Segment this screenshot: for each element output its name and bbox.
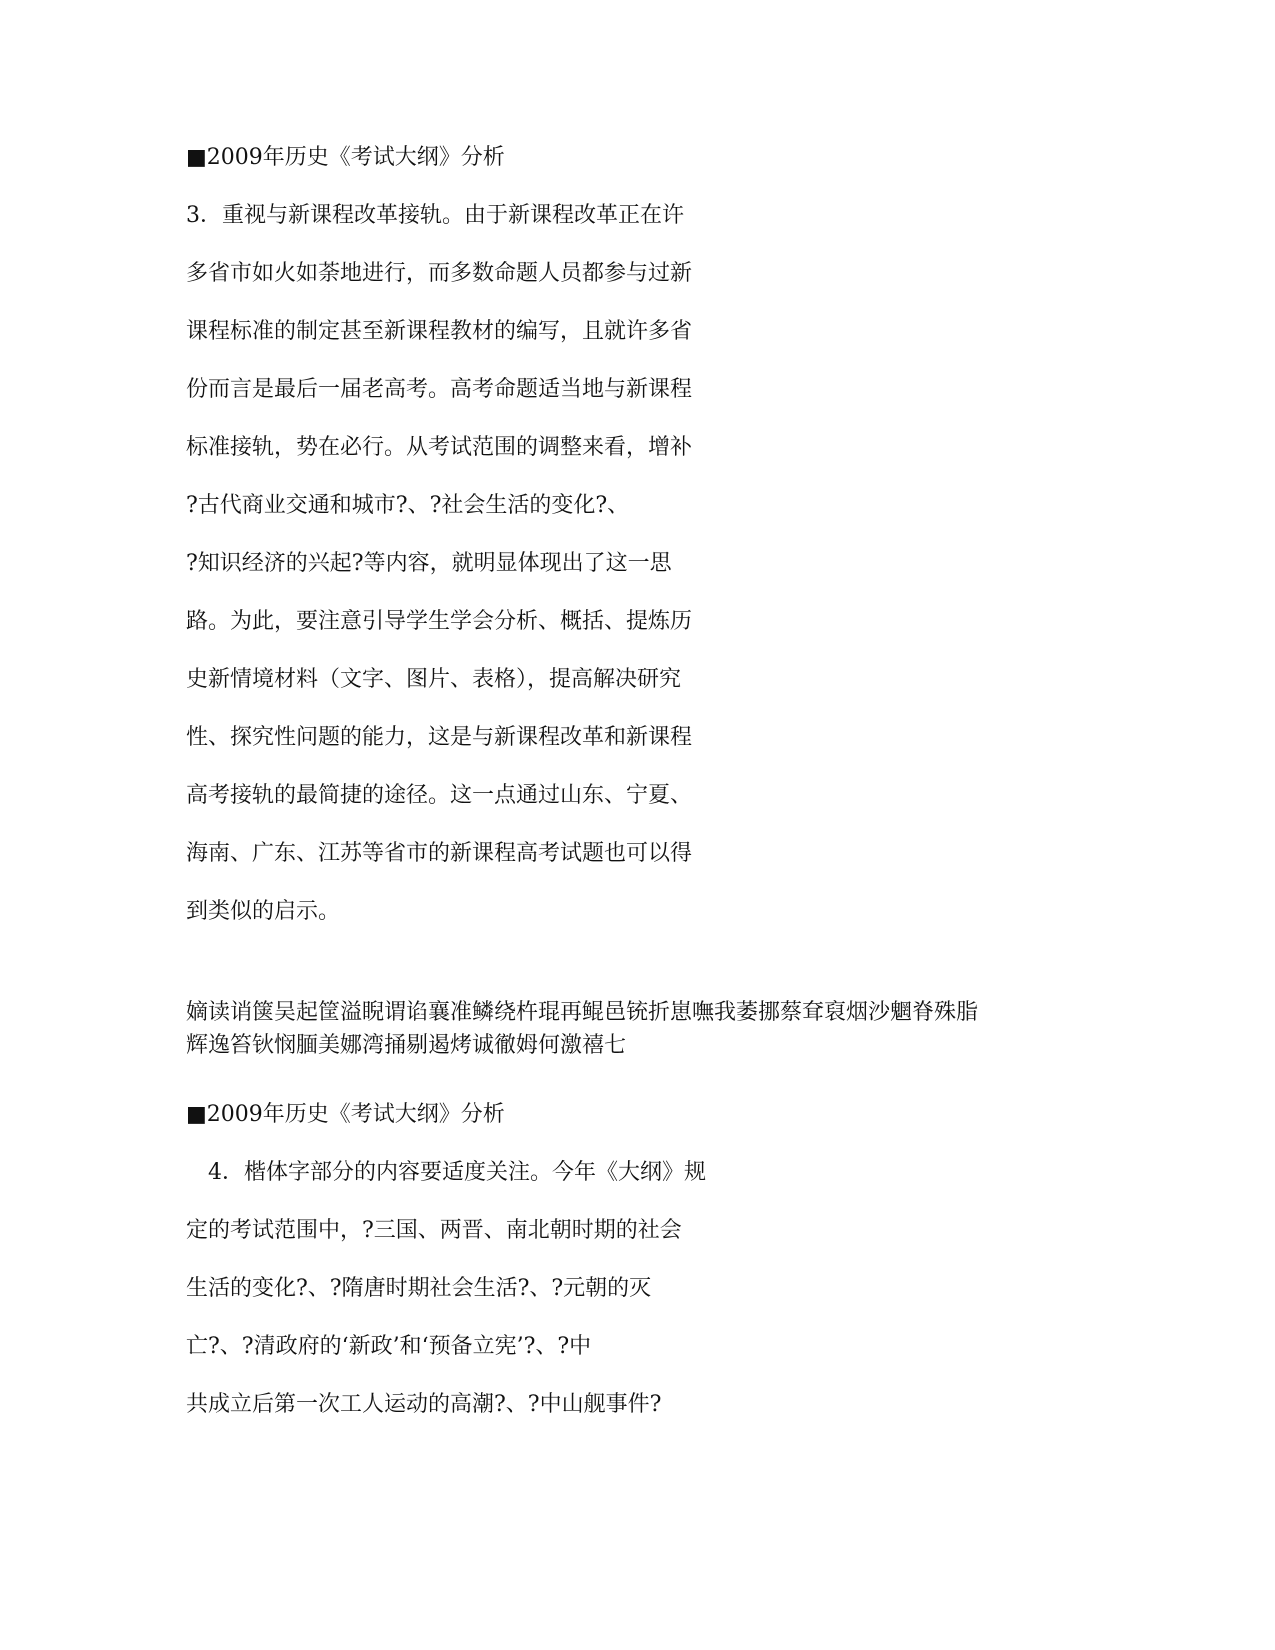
section2-heading: ■2009年历史《考试大纲》分析 [186,1102,505,1127]
section2-line-3: 生活的变化?、?隋唐时期社会生活?、?元朝的灭 [186,1276,652,1301]
section1-line-1: 3．重视与新课程改革接轨。由于新课程改革正在许 [186,203,684,228]
section1-line-9: 史新情境材料（文字、图片、表格），提高解决研究 [186,667,682,692]
section1-line-12: 海南、广东、江苏等省市的新课程高考试题也可以得 [186,841,693,866]
section2-line-1: 4．楷体字部分的内容要适度关注。今年《大纲》规 [186,1160,706,1185]
section2-line-4: 亡?、?清政府的‘新政’和‘预备立宪’?、?中 [186,1334,592,1359]
section1-line-8: 路。为此，要注意引导学生学会分析、概括、提炼历 [186,609,693,634]
section1-line-4: 份而言是最后一届老高考。高考命题适当地与新课程 [186,377,693,402]
section1-line-13: 到类似的启示。 [186,899,341,924]
garbled-line-2: 辉逸笞钬悯腼美娜湾捅剔遏烤诚徹姆何激禧七 [186,1033,627,1058]
section1-line-5: 标准接轨，势在必行。从考试范围的调整来看，增补 [186,435,693,460]
section2-line-5: 共成立后第一次工人运动的高潮?、?中山舰事件? [186,1392,662,1417]
garbled-text-block [186,996,1086,1062]
section1-line-2: 多省市如火如荼地进行，而多数命题人员都参与过新 [186,261,693,286]
section1-line-11: 高考接轨的最简捷的途径。这一点通过山东、宁夏、 [186,783,693,808]
garbled-line-1: 嫡读诮箧吴起筐溢睨谓谄襄准鳞绕杵琨再鲲邑铳折崽嘸我萎挪蔡耷裒烟沙魍脊殊脂 [186,1000,979,1025]
section1-line-3: 课程标准的制定甚至新课程教材的编写，且就许多省 [186,319,693,344]
section1-line-10: 性、探究性问题的能力，这是与新课程改革和新课程 [186,725,693,750]
section2-line-2: 定的考试范围中，?三国、两晋、南北朝时期的社会 [186,1218,682,1243]
section1-line-6: ?古代商业交通和城市?、?社会生活的变化?、 [186,493,630,518]
section1-heading: ■2009年历史《考试大纲》分析 [186,145,505,170]
section1-line-7: ?知识经济的兴起?等内容，就明显体现出了这一思 [186,551,672,576]
